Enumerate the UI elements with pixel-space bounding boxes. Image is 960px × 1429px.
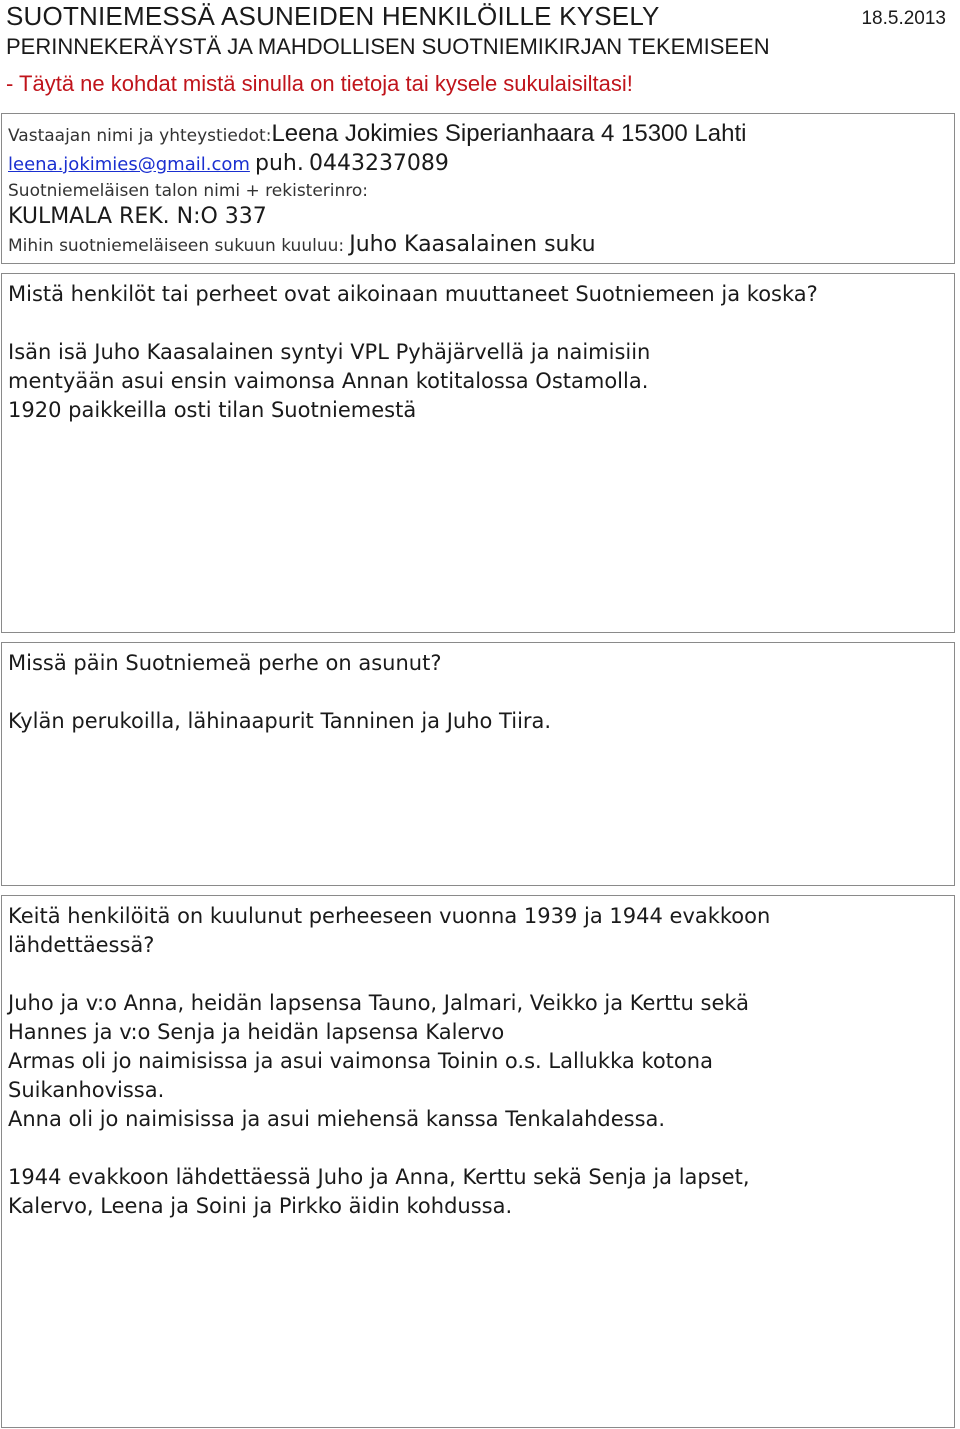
respondent-label: Vastaajan nimi ja yhteystiedot:	[8, 126, 272, 146]
family-label: Mihin suotniemeläiseen sukuun kuuluu:	[8, 236, 345, 256]
phone-label: puh.	[255, 151, 304, 176]
house-value: KULMALA REK. N:O 337	[8, 204, 267, 229]
family-value: Juho Kaasalainen suku	[349, 232, 596, 257]
question-section-members	[1, 895, 955, 1428]
respondent-value: Leena Jokimies Siperianhaara 4 15300 Lahti	[271, 120, 747, 147]
question-members: Keitä henkilöitä on kuulunut perheeseen vuonna 1939 ja 1944 evakkoon lähdettäessä?	[8, 904, 771, 957]
answer-location[interactable]: Kylän perukoilla, lähinaapurit Tanninen ja Juho Tiira.	[8, 709, 552, 733]
contact-section	[1, 113, 955, 264]
phone-value: 0443237089	[308, 151, 449, 176]
form-subtitle: PERINNEKERÄYSTÄ JA MAHDOLLISEN SUOTNIEMIKIRJAN TEKEMISEEN	[6, 34, 770, 59]
question-location: Missä päin Suotniemeä perhe on asunut?	[8, 651, 442, 675]
answer-members[interactable]: Juho ja v:o Anna, heidän lapsensa Tauno, Jalmari, Veikko ja Kerttu sekä Hannes ja v:o Senja ja heidän lapsensa Kalervo Armas oli jo naimisissa ja asui vaimonsa Toinin o.s. Lallukka kotona Suikanhovissa. Anna oli jo naimisissa ja asui miehensä kanssa Tenkalahdessa. 1944 evakkoon lähdettäessä Juho ja Anna, Kerttu sekä Senja ja lapset, Kalervo, Leena ja Soini ja Pirkko äidin kohdussa.	[8, 991, 750, 1218]
question-section-location	[1, 642, 955, 886]
question-origin: Mistä henkilöt tai perheet ovat aikoinaan muuttaneet Suotniemeen ja koska?	[8, 282, 818, 306]
family-row	[8, 232, 596, 257]
form-title: SUOTNIEMESSÄ ASUNEIDEN HENKILÖILLE KYSELY	[6, 1, 660, 31]
email-link[interactable]: leena.jokimies@gmail.com	[8, 154, 250, 175]
house-label: Suotniemeläisen talon nimi + rekisterinro:	[8, 181, 369, 201]
form-instruction: - Täytä ne kohdat mistä sinulla on tietoja tai kysele sukulaisiltasi!	[6, 71, 633, 96]
form-date: 18.5.2013	[861, 8, 946, 29]
email-phone-row	[8, 151, 449, 176]
respondent-row	[8, 120, 746, 148]
question-section-origin	[1, 273, 955, 633]
answer-origin[interactable]: Isän isä Juho Kaasalainen syntyi VPL Pyhäjärvellä ja naimisiin mentyään asui ensin vaimonsa Annan kotitalossa Ostamolla. 1920 paikkeilla osti tilan Suotniemestä	[8, 340, 651, 422]
